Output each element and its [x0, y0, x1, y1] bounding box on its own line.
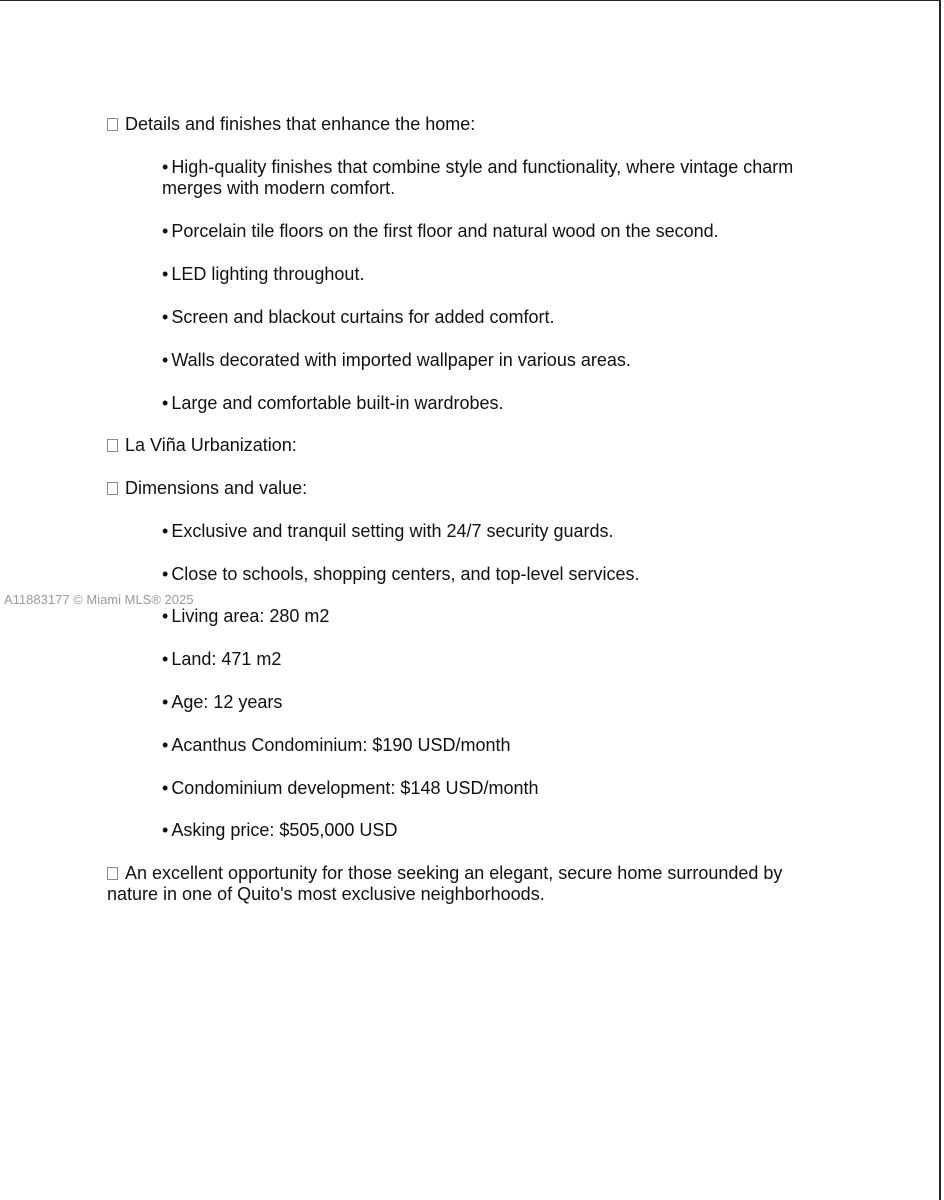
dimensions-heading: Dimensions and value: [107, 478, 307, 499]
bullet-icon: • [162, 157, 169, 177]
bullet-icon: • [162, 820, 169, 840]
missing-glyph-box-icon [107, 439, 118, 452]
closing-paragraph-line-1: An excellent opportunity for those seeking an elegant, secure home surrounded by [107, 863, 782, 884]
bullet-icon: • [162, 778, 169, 798]
list-item: • LED lighting throughout. [162, 264, 365, 284]
list-item: • Large and comfortable built-in wardrobes. [162, 393, 504, 413]
list-item-continuation: merges with modern comfort. [162, 178, 396, 198]
bullet-icon: • [162, 735, 169, 755]
list-item: • Acanthus Condominium: $190 USD/month [162, 735, 511, 755]
list-item: • Land: 471 m2 [162, 649, 282, 669]
missing-glyph-box-icon [107, 482, 118, 495]
list-item: • Porcelain tile floors on the first floor and natural wood on the second. [162, 221, 719, 241]
list-item: • Condominium development: $148 USD/month [162, 778, 539, 798]
list-item: • Living area: 280 m2 [162, 606, 330, 626]
list-item: • Screen and blackout curtains for added comfort. [162, 307, 555, 327]
bullet-icon: • [162, 307, 169, 327]
list-item: • Walls decorated with imported wallpaper in various areas. [162, 350, 631, 370]
bullet-icon: • [162, 221, 169, 241]
urbanization-heading: La Viña Urbanization: [107, 435, 297, 456]
missing-glyph-box-icon [107, 867, 118, 880]
bullet-icon: • [162, 393, 169, 413]
bullet-icon: • [162, 264, 169, 284]
list-item: • Age: 12 years [162, 692, 283, 712]
list-item: • Close to schools, shopping centers, and top-level services. [162, 564, 640, 584]
bullet-icon: • [162, 564, 169, 584]
list-item: • Asking price: $505,000 USD [162, 820, 398, 840]
missing-glyph-box-icon [107, 118, 118, 131]
list-item: • High-quality finishes that combine style and functionality, where vintage charm [162, 157, 794, 177]
bullet-icon: • [162, 649, 169, 669]
bullet-icon: • [162, 521, 169, 541]
mls-watermark: A11883177 © Miami MLS® 2025 [4, 592, 194, 607]
bullet-icon: • [162, 350, 169, 370]
details-heading: Details and finishes that enhance the home: [107, 114, 475, 135]
list-item: • Exclusive and tranquil setting with 24/7 security guards. [162, 521, 614, 541]
bullet-icon: • [162, 606, 169, 626]
closing-paragraph-line-2: nature in one of Quito's most exclusive neighborhoods. [107, 884, 545, 904]
bullet-icon: • [162, 692, 169, 712]
